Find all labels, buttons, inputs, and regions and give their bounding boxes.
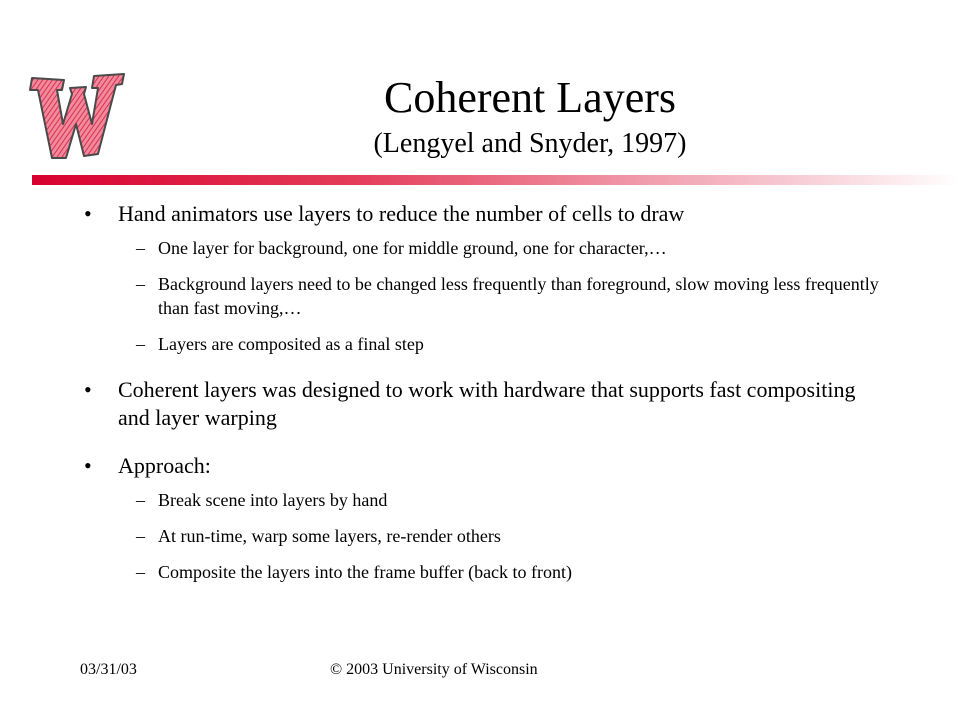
- bullet-text: Coherent layers was designed to work with hardware that supports fast compositing and layer warping: [118, 377, 856, 430]
- sub-bullet-item: [80, 524, 880, 548]
- bullet-item: [80, 452, 880, 480]
- sub-bullet-text: One layer for background, one for middle ground, one for character,…: [158, 238, 667, 258]
- bullet-icon: •: [84, 453, 92, 478]
- wisconsin-w-icon: [26, 68, 130, 164]
- slide-subtitle: (Lengyel and Snyder, 1997): [373, 128, 687, 159]
- dash-icon: –: [136, 334, 145, 354]
- sub-bullet-item: [80, 488, 880, 512]
- dash-icon: –: [136, 238, 145, 258]
- sub-bullet-text: Break scene into layers by hand: [158, 490, 388, 510]
- sub-bullet-item: [80, 332, 880, 356]
- title-divider: [32, 175, 960, 185]
- dash-icon: –: [136, 526, 145, 546]
- bullet-icon: •: [84, 201, 92, 226]
- slide-body: [80, 200, 880, 596]
- bullet-icon: •: [84, 377, 92, 402]
- dash-icon: –: [136, 562, 145, 582]
- sub-bullet-item: [80, 236, 880, 260]
- sub-bullet-text: Composite the layers into the frame buffer (back to front): [158, 562, 573, 582]
- bullet-text: Approach:: [118, 453, 211, 478]
- footer-date: 03/31/03: [80, 661, 137, 678]
- sub-bullet-item: [80, 560, 880, 584]
- bullet-text: Hand animators use layers to reduce the number of cells to draw: [118, 201, 685, 226]
- dash-icon: –: [136, 274, 145, 294]
- title-block: [180, 70, 880, 162]
- bullet-item: [80, 200, 880, 228]
- sub-bullet-text: Background layers need to be changed less frequently than foreground, slow moving less frequently than fast moving,…: [158, 274, 879, 318]
- sub-bullet-text: Layers are composited as a final step: [158, 334, 424, 354]
- sub-bullet-item: [80, 272, 880, 320]
- dash-icon: –: [136, 490, 145, 510]
- sub-bullet-text: At run-time, warp some layers, re-render others: [158, 526, 501, 546]
- slide-title: Coherent Layers: [384, 73, 676, 122]
- bullet-item: [80, 376, 880, 432]
- footer-copyright: © 2003 University of Wisconsin: [330, 661, 538, 678]
